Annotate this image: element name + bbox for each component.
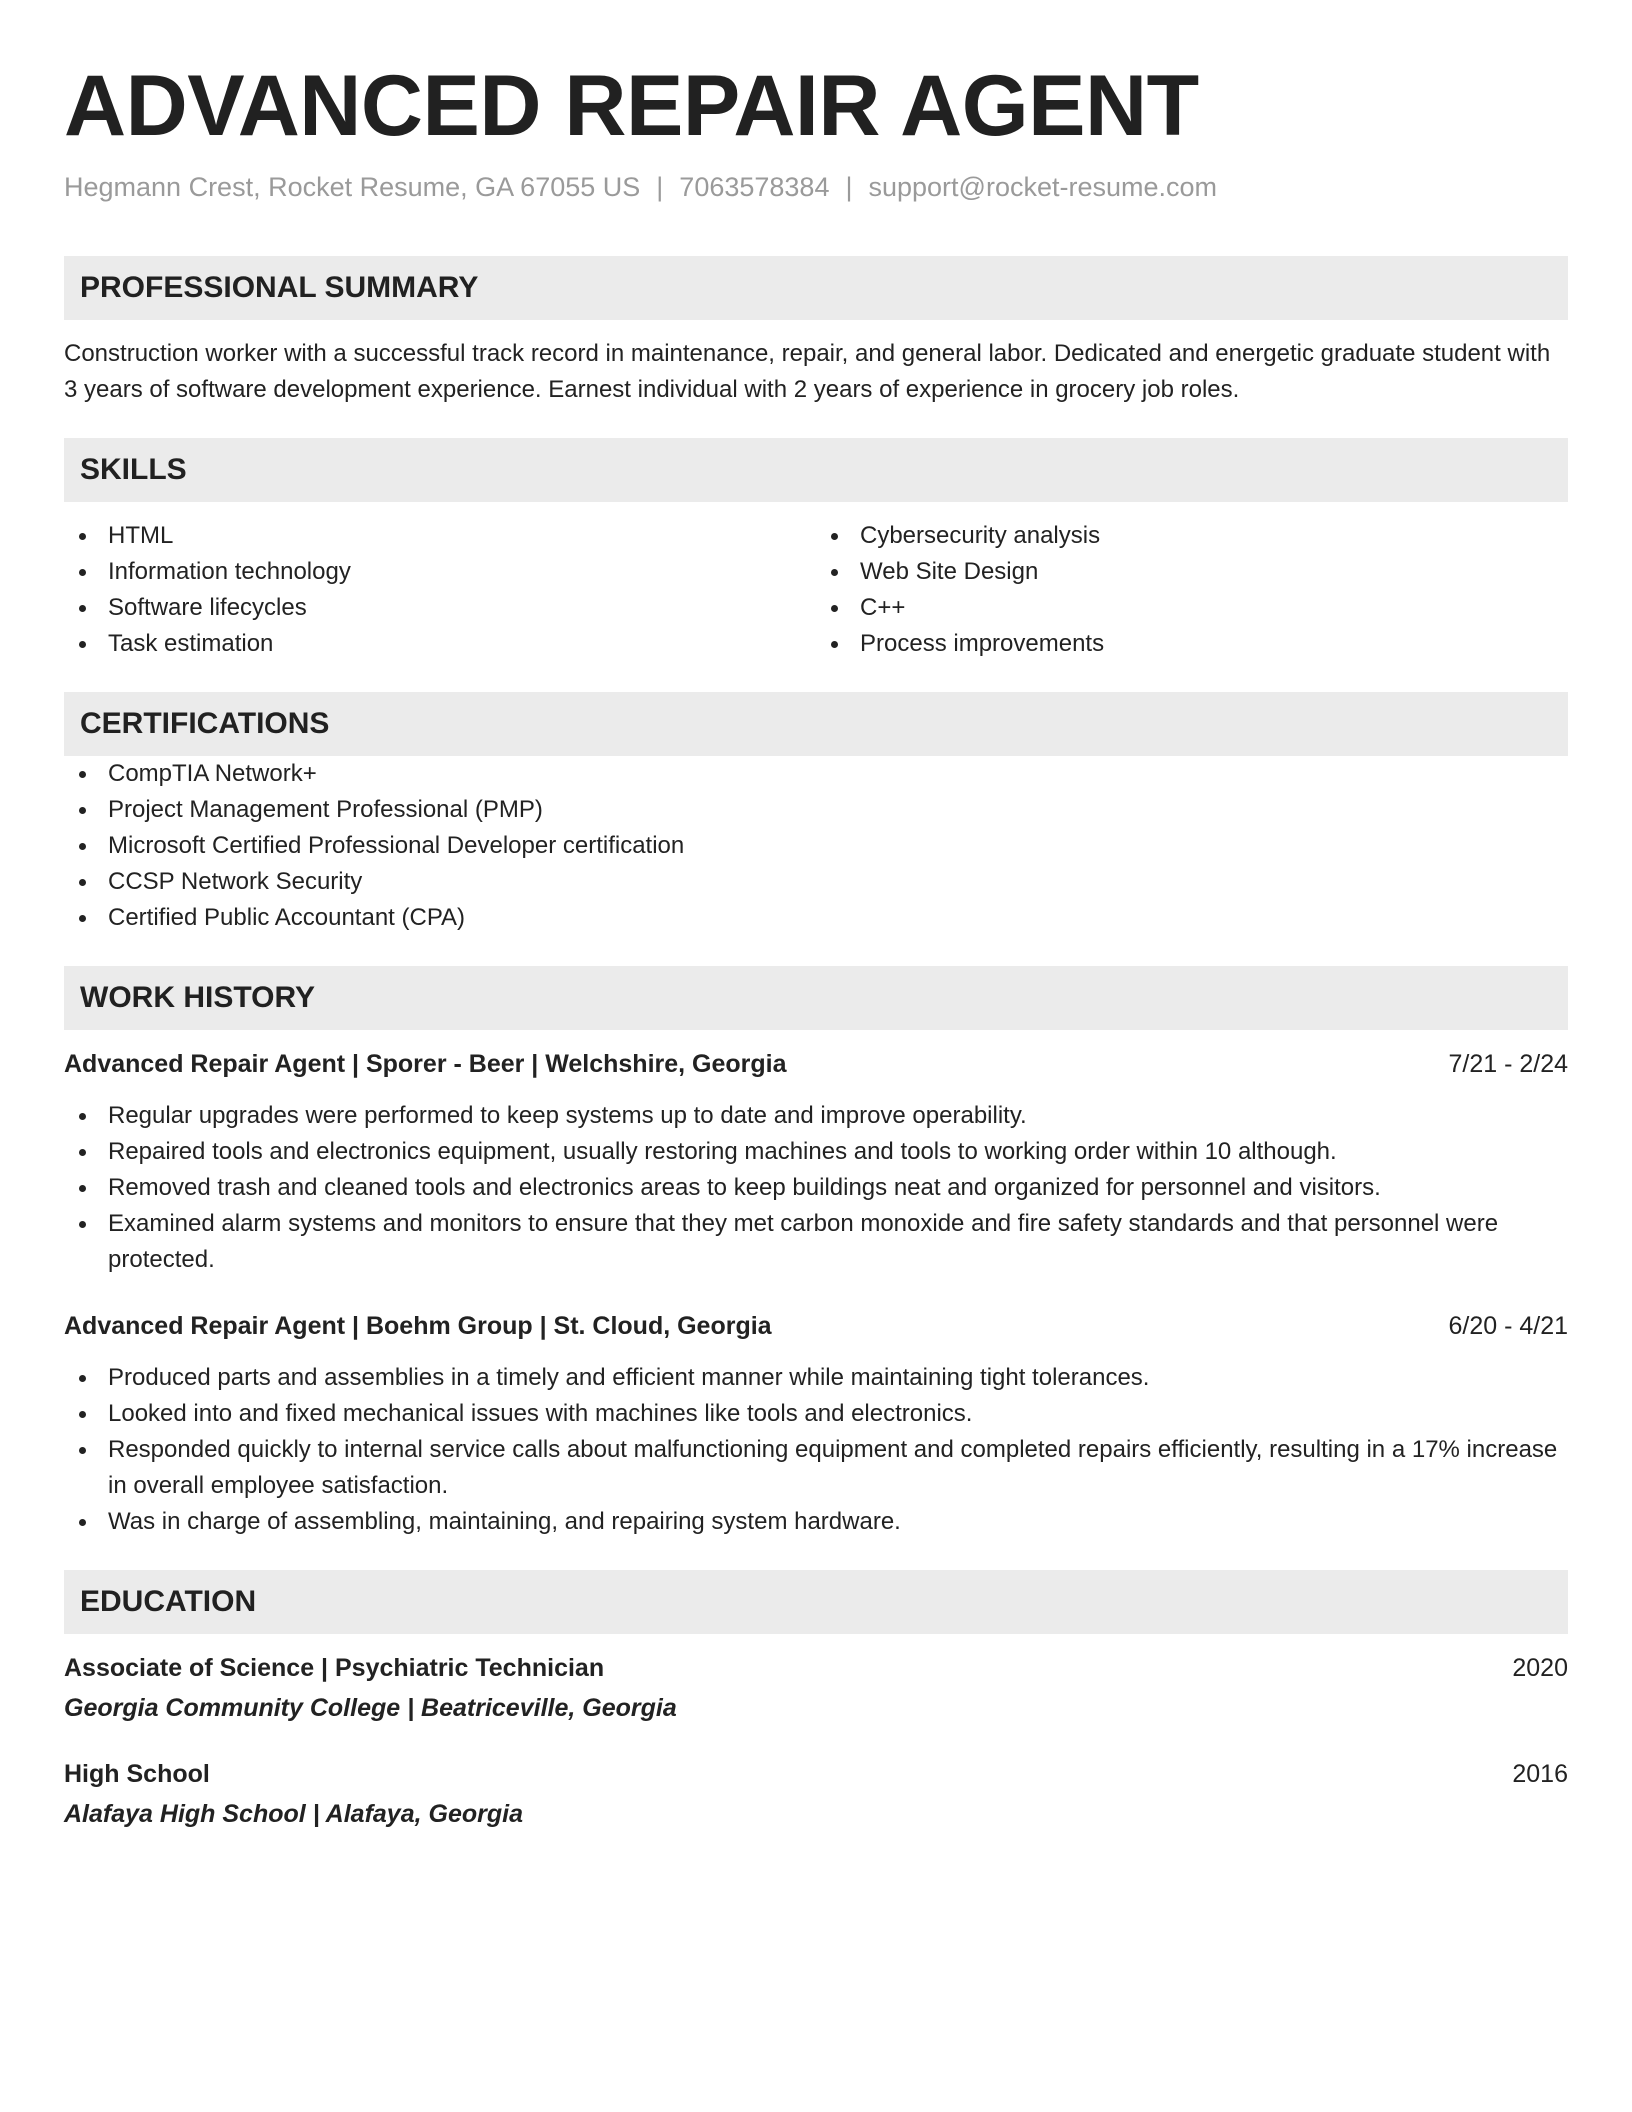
job-bullets	[64, 1360, 1568, 1540]
education-entry	[64, 1650, 1568, 1726]
job-dates: 6/20 - 4/21	[1448, 1312, 1568, 1340]
contact-address: Hegmann Crest, Rocket Resume, GA 67055 US	[64, 172, 641, 202]
section-header-education: EDUCATION	[64, 1570, 1568, 1634]
education-degree: High School	[64, 1760, 210, 1788]
contact-separator: |	[656, 172, 664, 202]
education-heading-line	[64, 1650, 1568, 1686]
resume-name: ADVANCED REPAIR AGENT	[64, 58, 1199, 154]
job-bullet: Produced parts and assemblies in a timely and efficient manner while maintaining tight tolerances.	[64, 1360, 1568, 1396]
section-header-skills: SKILLS	[64, 438, 1568, 502]
certifications-list	[64, 756, 1568, 936]
education-heading-line	[64, 1756, 1568, 1792]
contact-line	[64, 170, 1568, 204]
contact-separator: |	[845, 172, 853, 202]
skill-item: C++	[816, 590, 1568, 626]
skills-column-right	[816, 518, 1568, 662]
certification-item: CCSP Network Security	[64, 864, 1568, 900]
job-heading-line	[64, 1046, 1568, 1082]
section-header-work-history: WORK HISTORY	[64, 966, 1568, 1030]
education-year: 2016	[1512, 1760, 1568, 1788]
certification-item: CompTIA Network+	[64, 756, 1568, 792]
certification-item: Certified Public Accountant (CPA)	[64, 900, 1568, 936]
job-bullet: Examined alarm systems and monitors to ensure that they met carbon monoxide and fire safety standards and that personnel were protected.	[64, 1206, 1568, 1278]
job-heading-line	[64, 1308, 1568, 1344]
skill-item: Cybersecurity analysis	[816, 518, 1568, 554]
job-bullets	[64, 1098, 1568, 1278]
education-school: Georgia Community College | Beatriceville, Georgia	[64, 1694, 677, 1722]
skill-item: Information technology	[64, 554, 816, 590]
job-title: Advanced Repair Agent | Boehm Group | St. Cloud, Georgia	[64, 1312, 772, 1340]
skill-item: Process improvements	[816, 626, 1568, 662]
job-entry	[64, 1046, 1568, 1278]
summary-text: Construction worker with a successful track record in maintenance, repair, and general labor. Dedicated and energetic graduate student with 3 years of software development experience. Earnest individual with 2 years of experience in grocery job roles.	[64, 340, 1551, 403]
job-bullet: Was in charge of assembling, maintaining, and repairing system hardware.	[64, 1504, 1568, 1540]
job-bullet: Regular upgrades were performed to keep systems up to date and improve operability.	[64, 1098, 1568, 1134]
skill-item: Task estimation	[64, 626, 816, 662]
education-degree: Associate of Science | Psychiatric Technician	[64, 1654, 605, 1682]
skill-item: Software lifecycles	[64, 590, 816, 626]
job-entry	[64, 1308, 1568, 1540]
job-bullet: Looked into and fixed mechanical issues with machines like tools and electronics.	[64, 1396, 1568, 1432]
skills-column-left	[64, 518, 816, 662]
skill-item: Web Site Design	[816, 554, 1568, 590]
job-bullet: Responded quickly to internal service calls about malfunctioning equipment and completed repairs efficiently, resulting in a 17% increase in overall employee satisfaction.	[64, 1432, 1568, 1504]
job-title: Advanced Repair Agent | Sporer - Beer | Welchshire, Georgia	[64, 1050, 787, 1078]
job-dates: 7/21 - 2/24	[1448, 1050, 1568, 1078]
certification-item: Project Management Professional (PMP)	[64, 792, 1568, 828]
education-entry	[64, 1756, 1568, 1832]
education-year: 2020	[1512, 1654, 1568, 1682]
contact-email: support@rocket-resume.com	[868, 172, 1218, 202]
contact-phone: 7063578384	[679, 172, 830, 202]
job-bullet: Removed trash and cleaned tools and electronics areas to keep buildings neat and organized for personnel and visitors.	[64, 1170, 1568, 1206]
education-school: Alafaya High School | Alafaya, Georgia	[64, 1800, 523, 1828]
job-bullet: Repaired tools and electronics equipment, usually restoring machines and tools to working order within 10 although.	[64, 1134, 1568, 1170]
section-header-certifications: CERTIFICATIONS	[64, 692, 1568, 756]
section-header-summary: PROFESSIONAL SUMMARY	[64, 256, 1568, 320]
skill-item: HTML	[64, 518, 816, 554]
skills-grid	[64, 518, 1568, 662]
certification-item: Microsoft Certified Professional Developer certification	[64, 828, 1568, 864]
